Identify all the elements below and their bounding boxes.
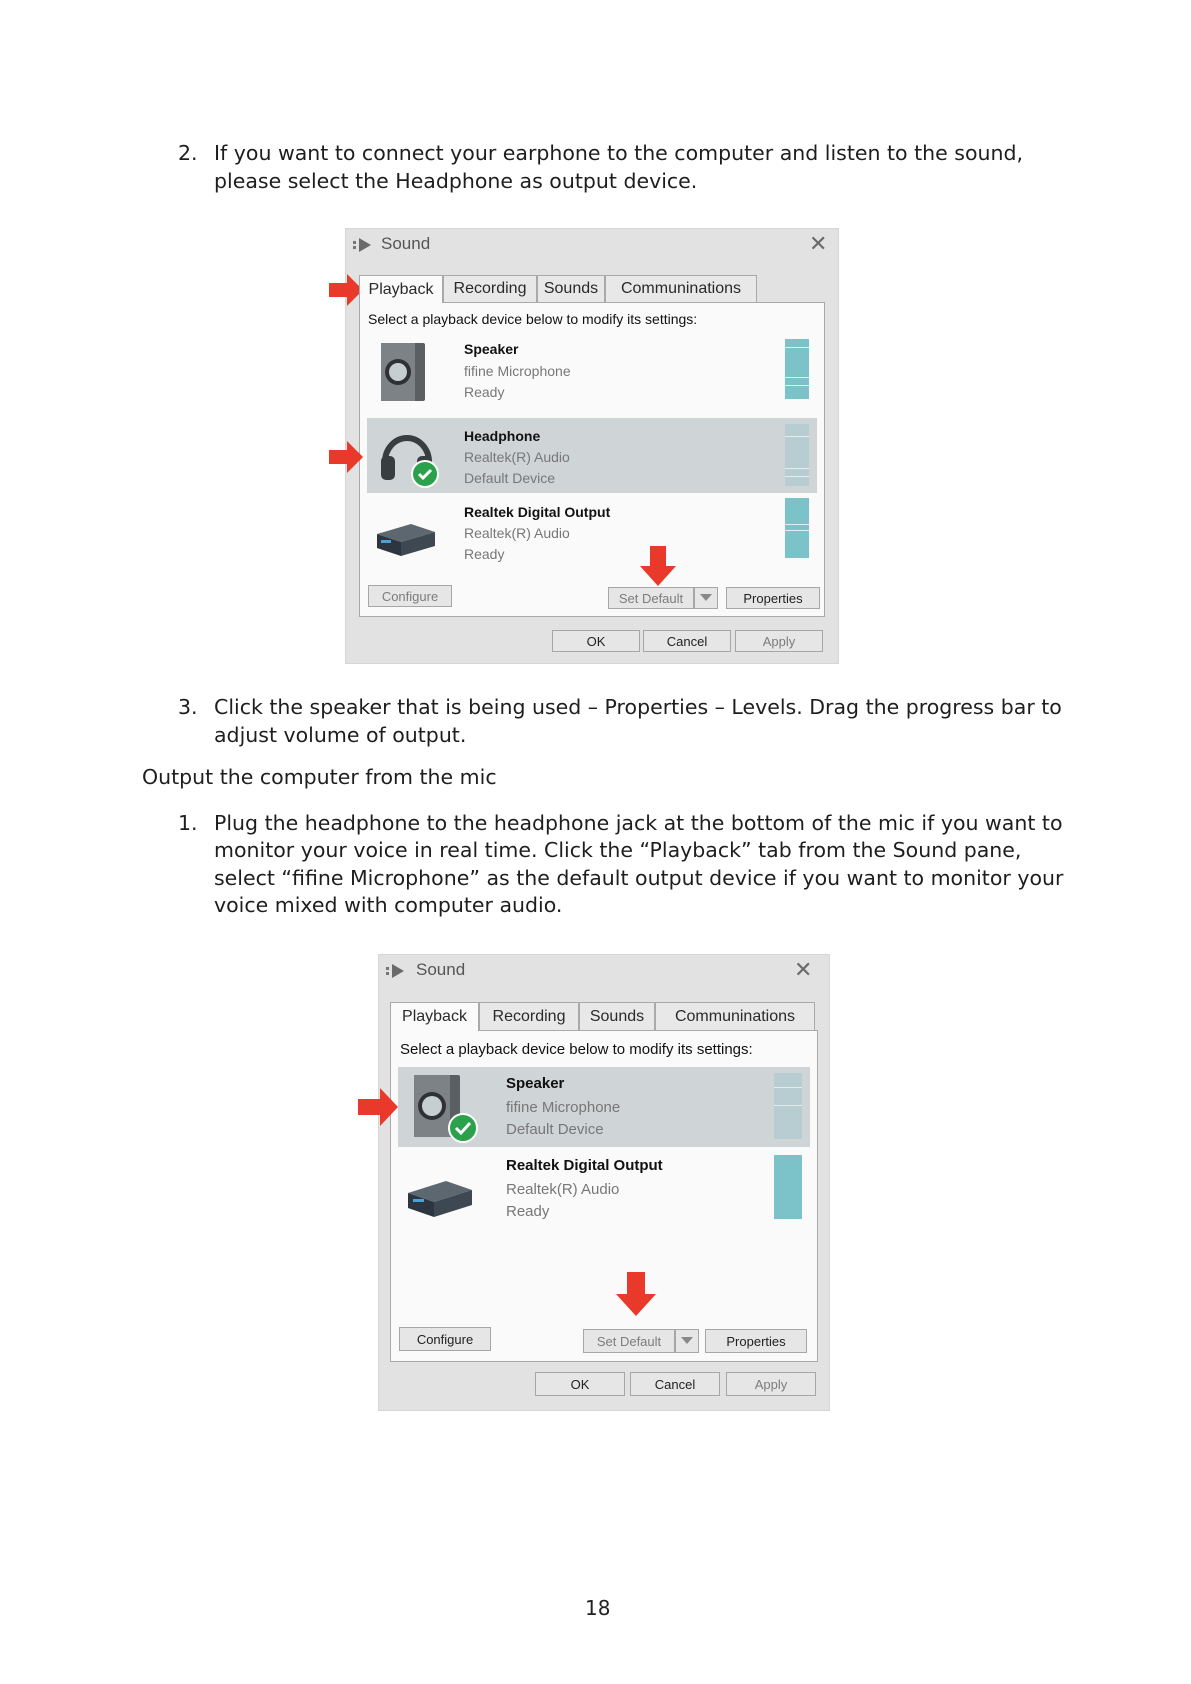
page-number: 18 bbox=[585, 1596, 611, 1620]
step-text-line: monitor your voice in real time. Click the “Playback” tab from the Sound pane, bbox=[214, 838, 1022, 862]
step-text-line: adjust volume of output. bbox=[214, 723, 467, 747]
device-driver: fifine Microphone bbox=[506, 1099, 621, 1116]
sound-dialog-screenshot-2 bbox=[378, 954, 830, 1411]
step-text-line: please select the Headphone as output device. bbox=[214, 169, 698, 193]
dialog-title: Sound bbox=[381, 234, 431, 253]
device-row-digital-output[interactable] bbox=[398, 1151, 810, 1235]
arrow-down-icon bbox=[640, 546, 676, 586]
step-3 bbox=[178, 694, 1078, 754]
step-number: 2. bbox=[178, 141, 198, 165]
tab-recording[interactable]: Recording bbox=[479, 1002, 579, 1030]
dialog-titlebar bbox=[378, 954, 830, 986]
section-heading: Output the computer from the mic bbox=[142, 765, 497, 789]
device-status: Default Device bbox=[464, 470, 556, 486]
panel-instructions: Select a playback device below to modify its settings: bbox=[400, 1041, 753, 1058]
default-check-icon bbox=[448, 1113, 478, 1143]
dialog-title: Sound bbox=[416, 960, 466, 979]
device-name: Realtek Digital Output bbox=[506, 1157, 663, 1174]
set-default-button[interactable]: Set Default bbox=[608, 587, 694, 609]
level-meter bbox=[785, 339, 809, 399]
sound-dialog-screenshot-1 bbox=[345, 228, 839, 664]
cancel-button[interactable]: Cancel bbox=[643, 630, 731, 652]
arrow-right-icon bbox=[329, 274, 363, 306]
ok-button[interactable]: OK bbox=[552, 630, 640, 652]
step-text-line: Click the speaker that is being used – Properties – Levels. Drag the progress bar to bbox=[214, 695, 1062, 719]
device-driver: Realtek(R) Audio bbox=[506, 1181, 620, 1198]
step-text-line: If you want to connect your earphone to the computer and listen to the sound, bbox=[214, 141, 1023, 165]
device-status: Ready bbox=[464, 384, 505, 400]
device-status: Default Device bbox=[506, 1121, 604, 1138]
speaker-icon bbox=[353, 235, 375, 255]
tab-playback[interactable]: Playback bbox=[359, 275, 443, 303]
device-name: Speaker bbox=[464, 341, 519, 357]
device-name: Headphone bbox=[464, 428, 541, 444]
device-row-speaker[interactable] bbox=[398, 1067, 810, 1147]
configure-button[interactable]: Configure bbox=[399, 1327, 491, 1351]
step-number: 1. bbox=[178, 811, 198, 835]
tab-strip bbox=[359, 275, 769, 302]
set-default-button[interactable]: Set Default bbox=[583, 1329, 675, 1353]
apply-button[interactable]: Apply bbox=[735, 630, 823, 652]
level-meter bbox=[774, 1155, 802, 1219]
speaker-device-icon bbox=[375, 339, 431, 405]
device-status: Ready bbox=[464, 546, 505, 562]
step-text-line: Plug the headphone to the headphone jack at the bottom of the mic if you want to bbox=[214, 811, 1063, 835]
tab-sounds[interactable]: Sounds bbox=[537, 275, 605, 302]
tab-communications[interactable]: Communinations bbox=[605, 275, 757, 302]
device-driver: Realtek(R) Audio bbox=[464, 525, 570, 541]
properties-button[interactable]: Properties bbox=[726, 587, 820, 609]
arrow-right-icon bbox=[329, 441, 363, 473]
close-icon[interactable]: ✕ bbox=[794, 957, 813, 982]
tab-communications[interactable]: Communinations bbox=[655, 1002, 815, 1030]
arrow-down-icon bbox=[616, 1272, 656, 1316]
device-row-speaker[interactable] bbox=[367, 333, 817, 411]
ok-button[interactable]: OK bbox=[535, 1372, 625, 1396]
device-status: Ready bbox=[506, 1203, 550, 1220]
default-check-icon bbox=[411, 460, 439, 488]
device-name: Speaker bbox=[506, 1075, 565, 1092]
step-2 bbox=[178, 140, 1078, 200]
tab-playback[interactable]: Playback bbox=[390, 1002, 479, 1031]
tab-strip bbox=[390, 1002, 818, 1030]
device-row-digital-output[interactable] bbox=[367, 498, 817, 578]
apply-button[interactable]: Apply bbox=[726, 1372, 816, 1396]
arrow-right-icon bbox=[358, 1088, 398, 1126]
device-driver: fifine Microphone bbox=[464, 363, 571, 379]
speaker-icon bbox=[386, 961, 408, 981]
level-meter bbox=[785, 498, 809, 558]
step-1 bbox=[178, 810, 1078, 925]
tab-recording[interactable]: Recording bbox=[443, 275, 537, 302]
level-meter bbox=[785, 424, 809, 486]
panel-instructions: Select a playback device below to modify its settings: bbox=[368, 311, 698, 327]
properties-button[interactable]: Properties bbox=[705, 1329, 807, 1353]
device-row-headphone[interactable] bbox=[367, 418, 817, 493]
step-text-line: voice mixed with computer audio. bbox=[214, 893, 563, 917]
close-icon[interactable]: ✕ bbox=[809, 231, 828, 256]
step-number: 3. bbox=[178, 695, 198, 719]
playback-panel bbox=[390, 1030, 818, 1362]
chevron-down-icon bbox=[700, 594, 712, 602]
digital-output-device-icon bbox=[404, 1177, 476, 1221]
device-driver: Realtek(R) Audio bbox=[464, 449, 570, 465]
cancel-button[interactable]: Cancel bbox=[630, 1372, 720, 1396]
playback-panel bbox=[359, 302, 825, 617]
digital-output-device-icon bbox=[373, 520, 439, 560]
set-default-dropdown[interactable] bbox=[675, 1329, 699, 1353]
chevron-down-icon bbox=[681, 1337, 693, 1345]
configure-button[interactable]: Configure bbox=[368, 585, 452, 607]
step-text-line: select “fifine Microphone” as the default output device if you want to monitor your bbox=[214, 866, 1064, 890]
set-default-dropdown[interactable] bbox=[694, 587, 718, 609]
tab-sounds[interactable]: Sounds bbox=[579, 1002, 655, 1030]
device-name: Realtek Digital Output bbox=[464, 504, 611, 520]
level-meter bbox=[774, 1073, 802, 1139]
dialog-titlebar bbox=[345, 228, 839, 260]
